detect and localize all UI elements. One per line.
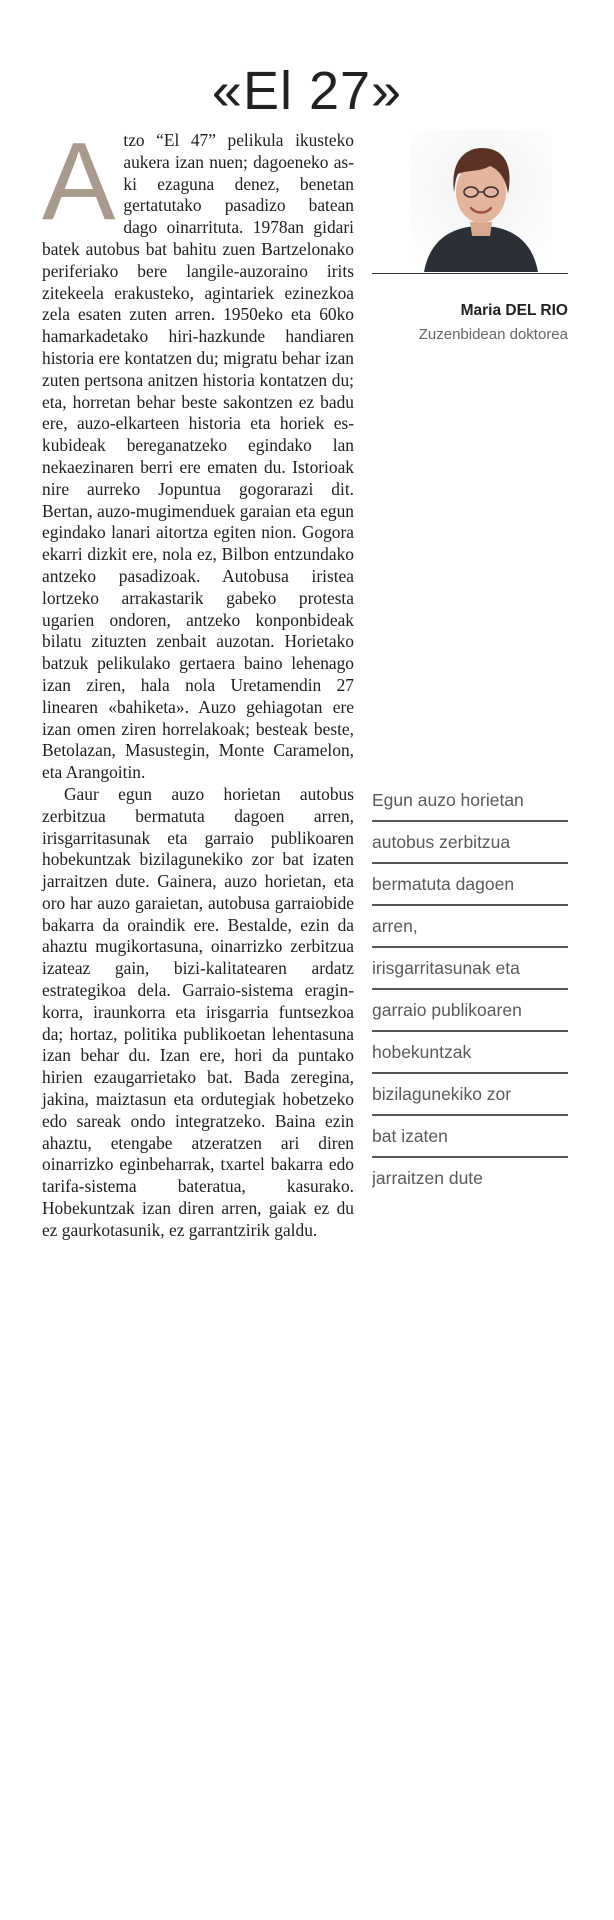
author-name: Maria DEL RIO xyxy=(460,302,568,319)
pull-quote-line: garraio publikoaren xyxy=(372,990,568,1032)
pull-quote-line: bermatuta dagoen xyxy=(372,864,568,906)
pull-quote-line: jarraitzen dute xyxy=(372,1168,483,1188)
article-paragraph-1 xyxy=(42,120,354,784)
pull-quote-line: bat izaten xyxy=(372,1116,568,1158)
pull-quote-line: Egun auzo horietan xyxy=(372,780,568,822)
pull-quote-line: bizilagunekiko zor xyxy=(372,1074,568,1116)
drop-cap: A xyxy=(42,120,116,243)
pull-quote-line: arren, xyxy=(372,906,568,948)
pull-quote-line: hobekuntzak xyxy=(372,1032,568,1074)
pull-quote-line: irisgarritasunak eta xyxy=(372,948,568,990)
author-divider xyxy=(372,273,568,274)
pull-quote-line: autobus zerbitzua xyxy=(372,822,568,864)
headline: «El 27» xyxy=(211,61,403,122)
pull-quote xyxy=(372,780,568,1198)
author-role: Zuzenbidean doktorea xyxy=(418,326,568,343)
author-portrait-icon xyxy=(410,130,552,272)
article-body xyxy=(42,120,354,1242)
paragraph-1-text: tzo “El 47” pelikula ikusteko aukera izan nuen; dagoeneko aski ezaguna denez, benetan gertatutako pasadizo batean dago oinarrituta. 1978an gidari batek autobus bat bahitu zuen Bartzelonako periferiako bere langile-auzoraino irits zitekeela erakusteko, agintariek ezinezkoa zela esaten zuten arren. 1950eko eta 60ko hamarkadetako hiri-hazkunde handiaren historia ere kontatzen du; migratu behar izan zuten pertsona anitzen historia kontatzen du; eta, horretan behar beste sakontzen ez badu ere, auzo-elkarteen historia eta horiek eskubideak bereganatzeko egindako lan nekaezinaren berri ere ematen du. Istorioak nire aurreko Jopuntua gogorarazi dit. Bertan, auzo-mugimenduek garaian eta egun egindako lanari aitortza egiten nion. Gogora ekarri dizkit ere, nola ez, Bilbon entzundako antzeko pasadizoak. Autobusa iristea lortzeko arrakastarik gabeko protesta ugarien ondoren, antzeko konponbideak bilatu zituzten zenbait auzotan. Horietako batzuk pelikulako gertaera baino lehenago izan ziren, hala nola Uretamendin 27 linearen «bahiketa». Auzo gehiagotan ere izan omen ziren horrelakoak; besteak beste, Betolazan, Masustegin, Monte Caramelon, eta Arangoitin. xyxy=(42,130,354,783)
article-paragraph-2: Gaur egun auzo horietan autobus zerbitzua bermatuta dagoen arren, irisgarritasunak eta garraio publikoaren hobekuntzak bizilagunekiko zor bat izaten jarraitzen dute. Gainera, auzo horietan, eta oro har auzo garaietan, autobusa garraiobide bakarra da oraindik ere. Bestalde, ezin da ahaztu mugikortasuna, oinarrizko zerbitzua izateaz gain, bizi-kalitatearen ardatz estrategikoa dela. Garraio-sistema eraginkorra, iraunkorra eta irisgarria funtsezkoa da; hortaz, politika publikoetan lehentasuna izan behar du. Izan ere, hori da puntako hirien ezaugarrietako bat. Bada zeregina, jakina, maiztasun eta ordutegiak hobetzeko edo sareak ondo integratzeko. Baina ezin ahaztu, etengabe atzeratzen ari diren oinarrizko eginbeharrak, txartel bakarra edo tarifa-sistema bateratua, kasurako. Hobekuntzak izan diren arren, gaiak ez du ez gaurkotasunik, ez garrantzirik galdu. xyxy=(42,783,354,1240)
